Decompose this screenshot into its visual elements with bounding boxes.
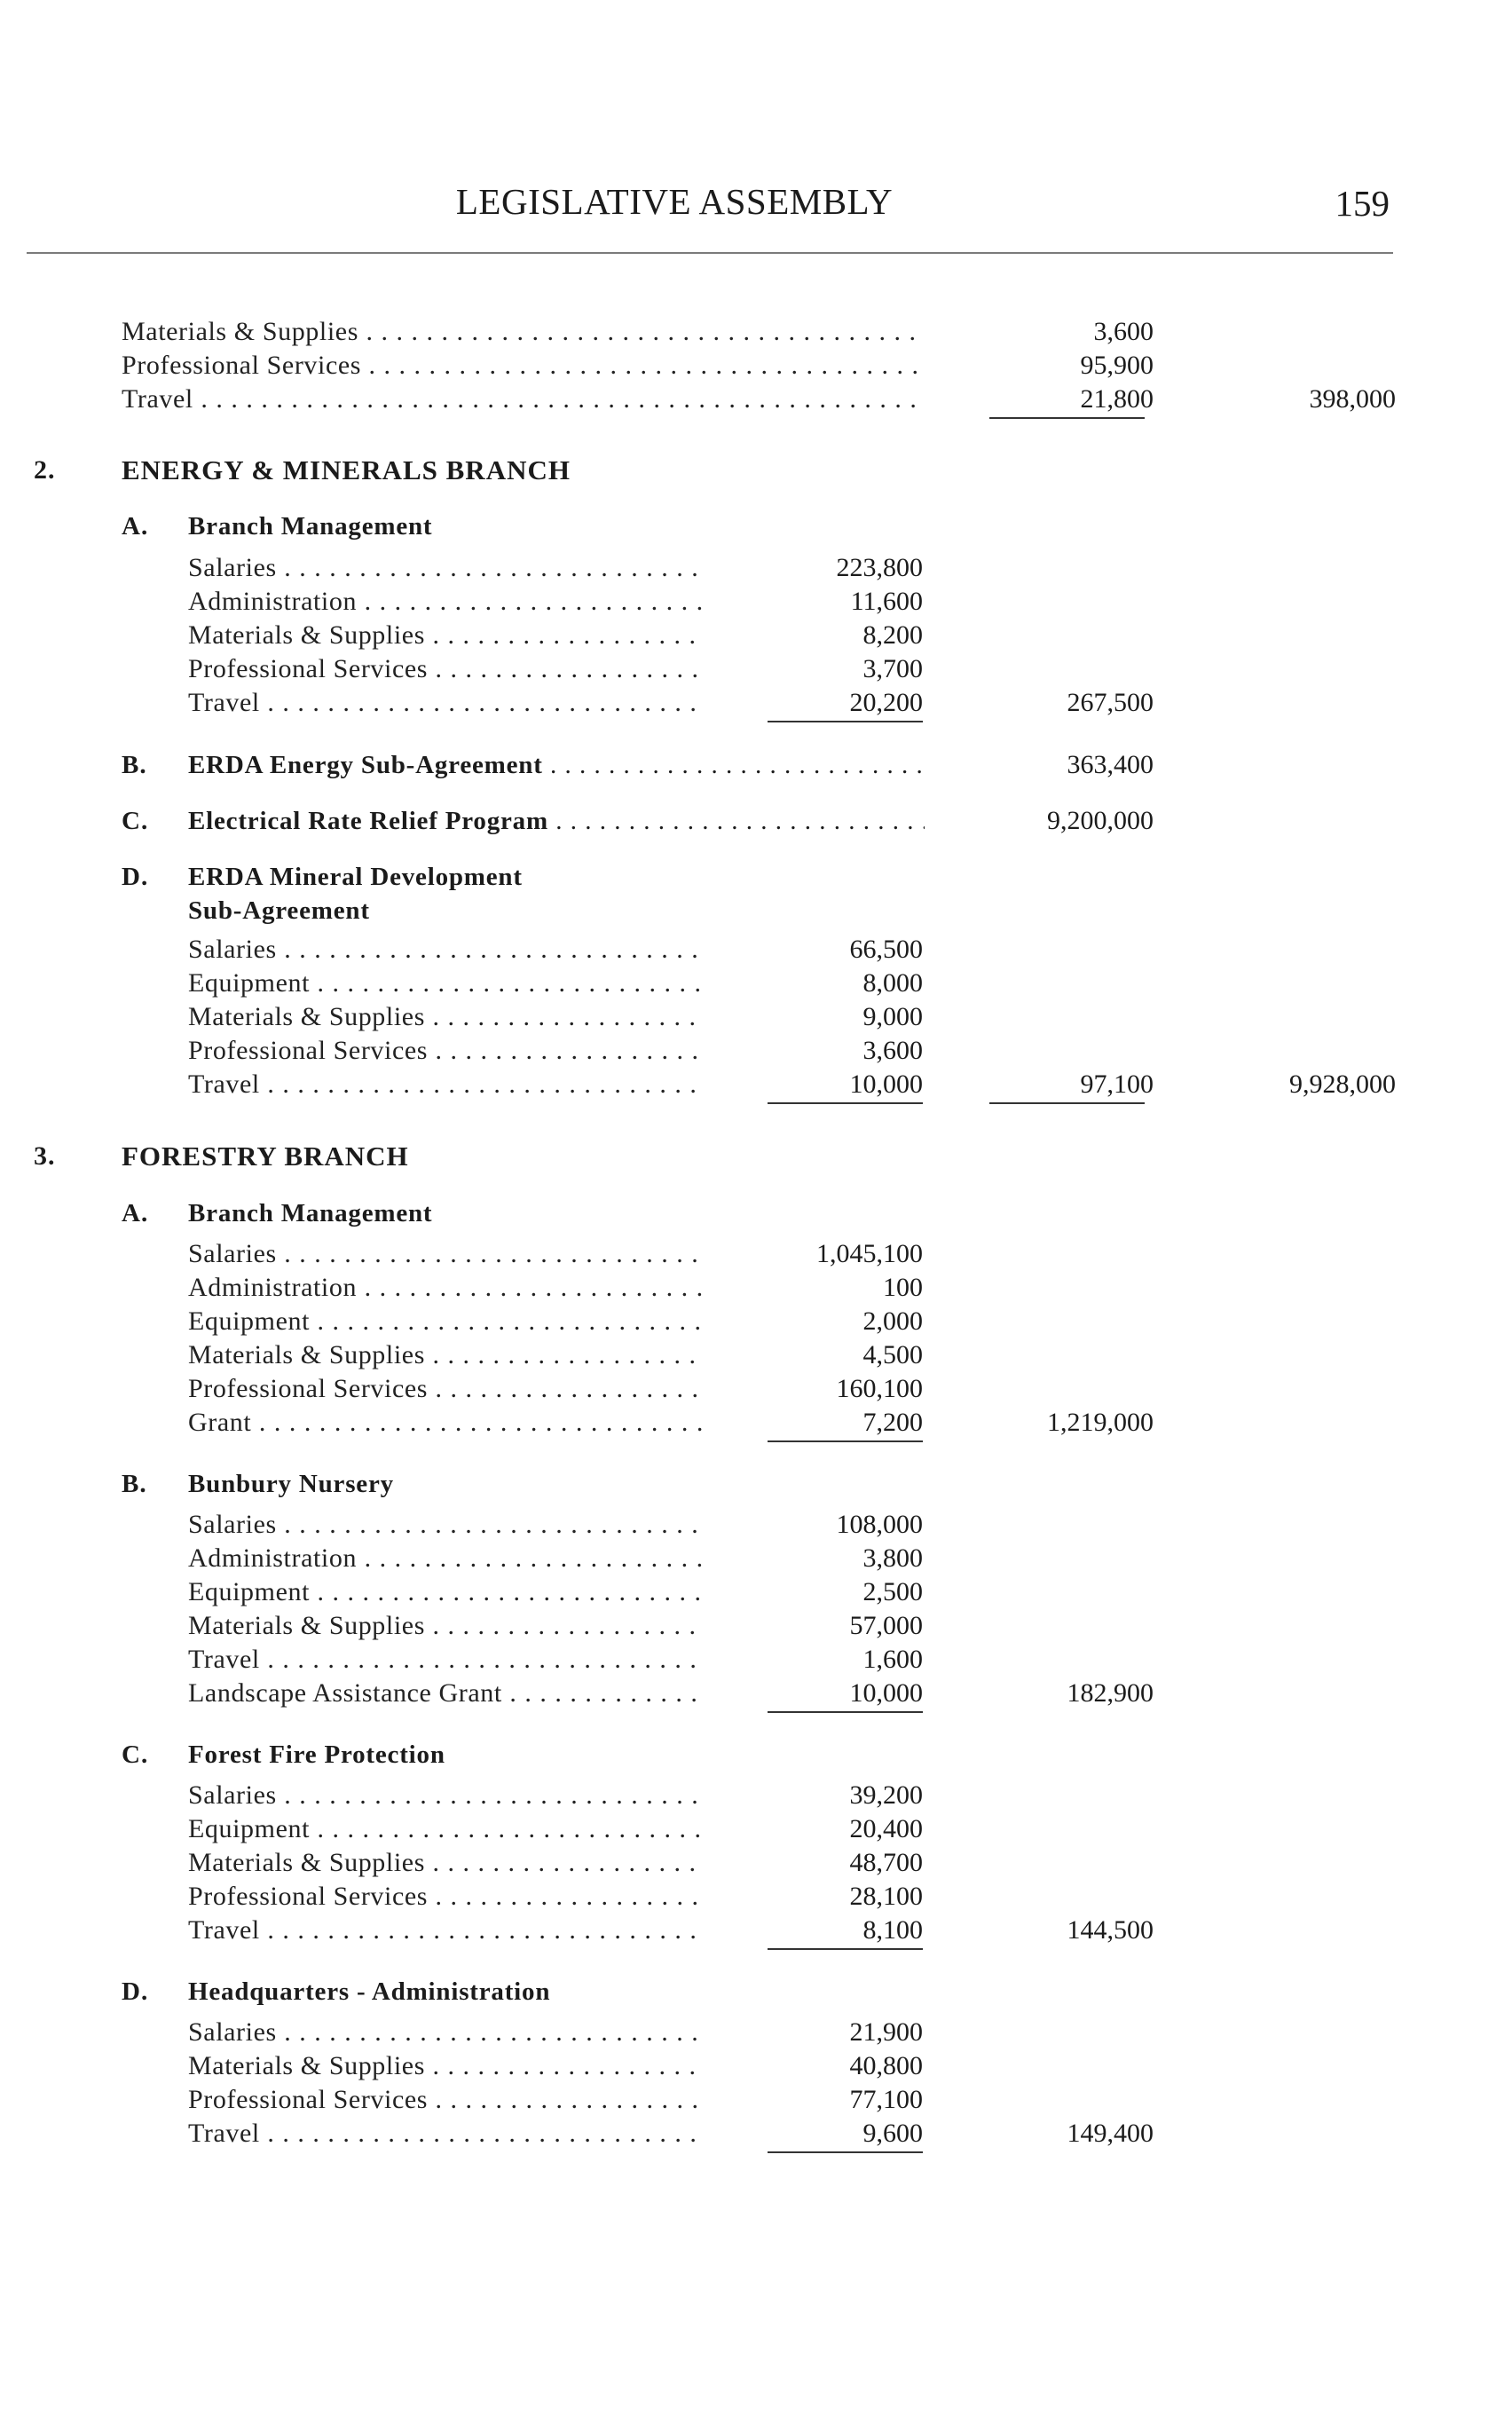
item-label: Salaries . . . [188,1507,705,1543]
subsection-letter: B. [122,751,147,779]
subsection-heading [0,747,1512,783]
line-item [0,1236,1512,1272]
line-item [0,550,1512,586]
subsection-heading [0,509,1512,544]
item-amount: 48,700 [849,1848,923,1877]
page-title: LEGISLATIVE ASSEMBLY [455,181,894,222]
line-item [0,1845,1512,1881]
item-label: Professional Services . . . [122,348,925,383]
item-amount: 3,800 [862,1543,923,1573]
item-amount: 21,900 [849,2017,923,2047]
underline [768,1711,923,1713]
item-label: Professional Services . . . [188,651,705,687]
subsection-heading [0,803,1512,839]
line-item [0,1811,1512,1847]
item-label: Administration . . . [188,1541,705,1576]
subsection-heading [0,1737,1512,1772]
subsection-letter: D. [122,863,149,891]
line-item [0,2015,1512,2050]
line-item [0,1608,1512,1644]
item-amount: 20,200 [849,688,923,717]
line-item [0,2116,1512,2151]
subsection-title: Branch Management [188,1199,433,1227]
section-title: FORESTRY BRANCH [122,1140,409,1172]
item-label: Equipment . . . [188,1575,705,1610]
item-amount: 1,600 [862,1645,923,1674]
subsection-subtotal: 9,200,000 [1047,806,1154,835]
line-item [0,932,1512,967]
item-amount: 4,500 [862,1340,923,1369]
item-label: Professional Services . . . [188,1879,705,1914]
item-label: Equipment . . . [188,1304,705,1339]
line-item [0,314,1512,350]
subsection-title: Bunbury Nursery [188,1470,394,1498]
item-amount: 66,500 [849,935,923,964]
item-amount: 77,100 [849,2085,923,2114]
item-amount: 9,000 [862,1002,923,1031]
item-label: Administration . . . [188,584,705,620]
line-item [0,382,1512,417]
item-amount: 100 [883,1273,923,1302]
item-label: Grant . . . [188,1405,705,1440]
item-amount: 3,700 [862,654,923,683]
line-item [0,348,1512,383]
item-label: Travel . . . [122,382,925,417]
line-item [0,1371,1512,1407]
line-item [0,1033,1512,1069]
block-total: 398,000 [1309,384,1396,414]
item-label: Administration . . . [188,1270,705,1306]
item-amount: 39,200 [849,1780,923,1810]
item-label: Materials & Supplies . . . [188,1338,705,1373]
line-item [0,1541,1512,1576]
underline [768,1440,923,1442]
item-label: Travel . . . [188,685,705,721]
underline [768,2151,923,2153]
subsection-subtotal: 1,219,000 [1047,1408,1154,1437]
item-label: Salaries . . . [188,1778,705,1813]
item-label: Travel . . . [188,1913,705,1948]
item-amount: 10,000 [849,1678,923,1708]
underline [768,1948,923,1950]
section-number: 3. [34,1141,56,1171]
item-amount: 223,800 [836,553,923,582]
subsection-heading [0,1196,1512,1231]
item-label: Materials & Supplies . . . [188,618,705,653]
subsection-letter: B. [122,1470,147,1498]
line-item [0,1913,1512,1948]
item-amount: 9,600 [862,2119,923,2148]
item-amount: 3,600 [862,1036,923,1065]
section-number: 2. [34,455,56,485]
line-item [0,1405,1512,1440]
item-label: Materials & Supplies . . . [122,314,925,350]
item-amount: 40,800 [849,2051,923,2080]
item-amount: 28,100 [849,1882,923,1911]
item-label: Salaries . . . [188,1236,705,1272]
line-item [0,1642,1512,1677]
line-item [0,1778,1512,1813]
item-amount: 7,200 [862,1408,923,1437]
subsection-heading [0,859,1512,895]
underline [989,1102,1145,1104]
subsection-subtotal: 144,500 [1067,1915,1154,1945]
line-item [0,1067,1512,1102]
item-label: Equipment . . . [188,1811,705,1847]
item-amount: 3,600 [1093,317,1154,346]
item-amount: 95,900 [1080,351,1154,380]
item-label: Materials & Supplies . . . [188,1845,705,1881]
item-amount: 11,600 [850,587,923,616]
line-item [0,685,1512,721]
subsection-title: Electrical Rate Relief Program . . . [188,803,925,839]
line-item [0,2048,1512,2084]
subsection-title: Forest Fire Protection [188,1740,445,1769]
page-number: 159 [1335,183,1390,224]
item-amount: 108,000 [836,1510,923,1539]
item-amount: 8,000 [862,968,923,998]
subsection-title: Branch Management [188,512,433,541]
line-item [0,1507,1512,1543]
subsection-title: ERDA Energy Sub-Agreement . . . [188,747,925,783]
item-amount: 20,400 [849,1814,923,1843]
subsection-title: Headquarters - Administration [188,1977,551,2006]
section-title: ENERGY & MINERALS BRANCH [122,454,571,485]
item-label: Materials & Supplies . . . [188,999,705,1035]
item-amount: 10,000 [849,1069,923,1099]
line-item [0,1338,1512,1373]
section-total: 9,928,000 [1289,1069,1396,1099]
subsection-subtotal: 363,400 [1067,750,1154,779]
item-label: Travel . . . [188,1642,705,1677]
subsection-letter: A. [122,1199,149,1227]
line-item [0,584,1512,620]
line-item [0,966,1512,1001]
item-amount: 8,200 [862,620,923,650]
item-label: Landscape Assistance Grant . . . [188,1676,705,1711]
underline [768,721,923,722]
item-amount: 8,100 [862,1915,923,1945]
header-divider [27,252,1393,254]
subsection-title-line2: Sub-Agreement [188,896,370,925]
line-item [0,651,1512,687]
line-item [0,1304,1512,1339]
item-label: Salaries . . . [188,932,705,967]
subsection-subtotal: 149,400 [1067,2119,1154,2148]
subsection-heading-continued [0,893,1512,928]
line-item [0,1575,1512,1610]
item-label: Materials & Supplies . . . [188,1608,705,1644]
item-label: Salaries . . . [188,550,705,586]
section-heading [0,1139,1512,1174]
subsection-subtotal: 182,900 [1067,1678,1154,1708]
subsection-heading [0,1974,1512,2009]
subsection-letter: D. [122,1977,149,2006]
item-label: Travel . . . [188,1067,705,1102]
item-amount: 160,100 [836,1374,923,1403]
item-label: Professional Services . . . [188,1371,705,1407]
subsection-letter: C. [122,807,149,835]
subsection-heading [0,1466,1512,1502]
item-label: Professional Services . . . [188,2082,705,2118]
item-amount: 57,000 [849,1611,923,1640]
underline [989,417,1145,419]
item-label: Professional Services . . . [188,1033,705,1069]
subsection-subtotal: 97,100 [1080,1069,1154,1099]
item-amount: 21,800 [1080,384,1154,414]
item-label: Equipment . . . [188,966,705,1001]
line-item [0,1676,1512,1711]
item-label: Salaries . . . [188,2015,705,2050]
item-label: Materials & Supplies . . . [188,2048,705,2084]
line-item [0,1879,1512,1914]
section-heading [0,453,1512,488]
line-item [0,2082,1512,2118]
subsection-subtotal: 267,500 [1067,688,1154,717]
subsection-letter: A. [122,512,149,541]
line-item [0,618,1512,653]
line-item [0,999,1512,1035]
line-item [0,1270,1512,1306]
item-amount: 1,045,100 [816,1239,923,1268]
underline [768,1102,923,1104]
subsection-title-line1: ERDA Mineral Development [188,863,523,891]
subsection-letter: C. [122,1740,149,1769]
item-label: Travel . . . [188,2116,705,2151]
item-amount: 2,500 [862,1577,923,1606]
item-amount: 2,000 [862,1306,923,1336]
